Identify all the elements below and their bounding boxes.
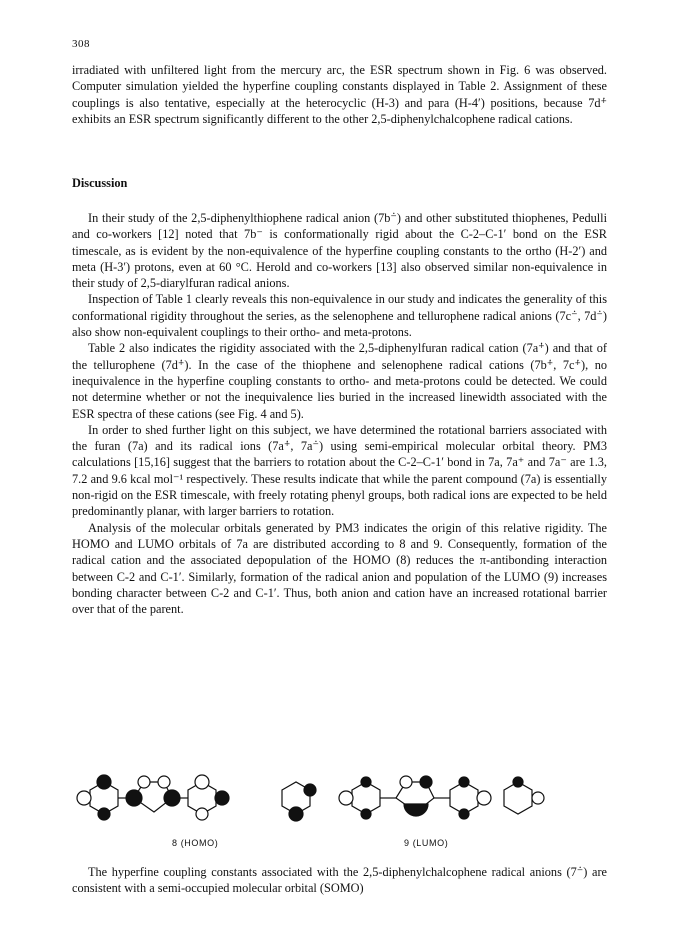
top-paragraph: irradiated with unfiltered light from the mercury arc, the ESR spectrum shown in Fig. 6 was observed. Computer simulation yielded the hyperfine coupling constants displayed in Table 2. Assignment of these couplings is also tentative, especially at the heterocyclic (H-3) and para (H-4′) positions, because 7d⁺̇ exhibits an ESR spectrum significantly different to the other 2,5-diphenylchalcophene radical cations.	[72, 63, 607, 126]
molecular-orbital-figure	[72, 742, 612, 856]
homo-diagram-extended	[282, 782, 316, 821]
homo-diagram	[77, 775, 229, 820]
lumo-diagram-extended	[504, 777, 544, 814]
top-paragraph-block	[72, 62, 607, 127]
discussion-section	[72, 210, 607, 617]
paragraph-table1: Inspection of Table 1 clearly reveals this non-equivalence in our study and indicates the generality of this conformational rigidity throughout the series, as the selenophene and tellurophene radical anions (7c⁻̇, 7d⁻̇) also show non-equivalent couplings to their ortho- and meta-protons.	[72, 292, 607, 340]
lumo-diagram	[339, 776, 491, 819]
orbital-diagrams	[72, 742, 612, 856]
discussion-heading: Discussion	[72, 176, 128, 190]
caption-lumo: 9 (LUMO)	[404, 838, 449, 848]
bottom-paragraph-block	[72, 864, 607, 897]
bottom-paragraph: The hyperfine coupling constants associated with the 2,5-diphenylchalcophene radical anions (7⁻̇) are consistent with a semi-occupied molecular orbital (SOMO)	[72, 865, 607, 896]
paragraph-table2: Table 2 also indicates the rigidity associated with the 2,5-diphenylfuran radical cation (7a⁺̇) and that of the tellurophene (7d⁺̇). In the case of the thiophene and selenophene radical cations (7b⁺̇, 7c⁺̇), no inequivalence in the hyperfine coupling constants to ortho- and meta-protons could be detected. We could not determine whether or not the inequivalence lies buried in the increased linewidth associated with the ESR spectra of these cations (see Fig. 4 and 5).	[72, 341, 607, 421]
page-number: 308	[72, 38, 90, 50]
paragraph-rotational-barriers: In order to shed further light on this subject, we have determined the rotational barriers associated with the furan (7a) and its radical ions (7a⁺̇, 7a⁻̇) using semi-empirical molecular orbital theory. PM3 calculations [15,16] suggest that the barriers to rotation about the C-2–C-1′ bond in 7a, 7a⁺ and 7a⁻ are 1.3, 7.2 and 9.6 kcal mol⁻¹ respectively. These results indicate that while the parent compound (7a) is essentially non-rigid on the ESR timescale, with freely rotating phenyl groups, both radical ions are expected to be held predominantly planar, with larger barriers to rotation.	[72, 422, 607, 519]
paragraph-orbital-analysis: Analysis of the molecular orbitals generated by PM3 indicates the origin of this relative rigidity. The HOMO and LUMO orbitals of 7a are distributed according to 8 and 9. Consequently, formation of the radical cation and the associated depopulation of the HOMO (8) reduces the π-antibonding interaction between C-2 and C-1′. Similarly, formation of the radical anion and population of the LUMO (9) increases bonding character between C-2 and C-1′. Thus, both anion and cation have an increased rotational barrier over that of the parent.	[72, 520, 607, 617]
caption-homo: 8 (HOMO)	[172, 838, 219, 848]
paragraph-pedulli: In their study of the 2,5-diphenylthiophene radical anion (7b⁻̇) and other substituted thiophenes, Pedulli and co-workers [12] noted that 7b⁻ is conformationally rigid about the C-2–C-1′ bond on the ESR timescale, as is evident by the non-equivalence of the hyperfine coupling constants to the ortho (H-2′) and meta (H-3′) protons, even at 60 °C. Herold and co-workers [13] also observed similar non-equivalence in their study of 2,5-diarylfuran radical anions.	[72, 211, 607, 291]
